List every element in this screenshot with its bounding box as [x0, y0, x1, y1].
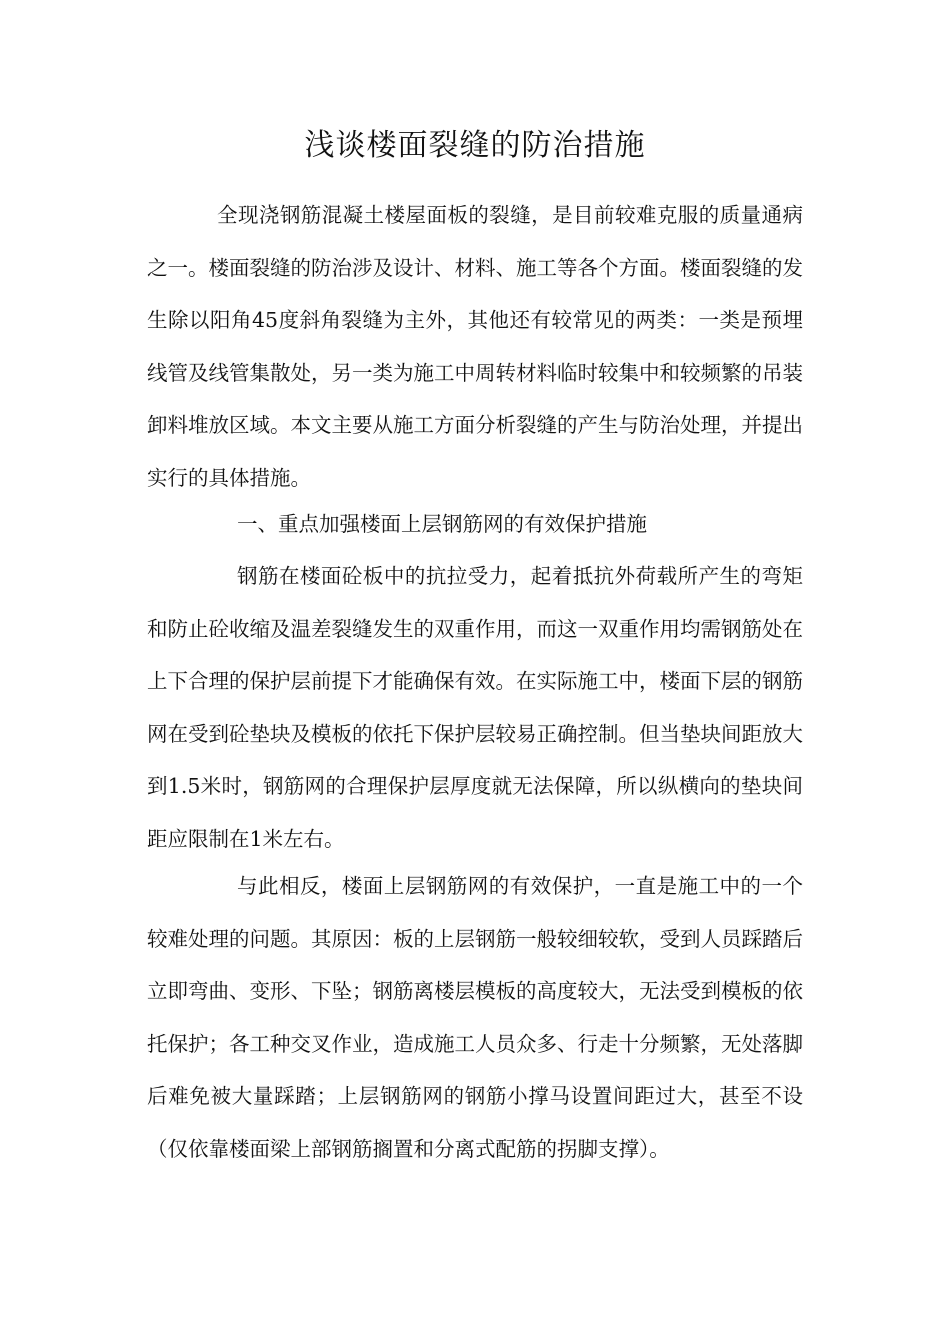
page-title: 浅谈楼面裂缝的防治措施	[304, 128, 646, 163]
paragraph-intro: 全现浇钢筋混凝土楼屋面板的裂缝，是目前较难克服的质量通病之一。楼面裂缝的防治涉及设计、材料、施工等各个方面。楼面裂缝的发生除以阳角45度斜角裂缝为主外，其他还有较常见的两类：一类是预埋线管及线管集散处，另一类为施工中周转材料临时较集中和较频繁的吊装卸料堆放区域。本文主要从施工方面分析裂缝的产生与防治处理，并提出实行的具体措施。	[147, 203, 803, 490]
paragraph-rebar-function: 钢筋在楼面砼板中的抗拉受力，起着抵抗外荷载所产生的弯矩和防止砼收缩及温差裂缝发生的双重作用，而这一双重作用均需钢筋处在上下合理的保护层前提下才能确保有效。在实际施工中，楼面下层的钢筋网在受到砼垫块及模板的依托下保护层较易正确控制。但当垫块间距放大到1.5米时，钢筋网的合理保护层厚度就无法保障，所以纵横向的垫块间距应限制在1米左右。	[147, 564, 803, 851]
section-heading: 一、重点加强楼面上层钢筋网的有效保护措施	[237, 512, 647, 536]
paragraph-upper-mesh-problem: 与此相反，楼面上层钢筋网的有效保护，一直是施工中的一个较难处理的问题。其原因：板的上层钢筋一般较细较软，受到人员踩踏后立即弯曲、变形、下坠；钢筋离楼层模板的高度较大，无法受到模板的依托保护；各工种交叉作业，造成施工人员众多、行走十分频繁，无处落脚后难免被大量踩踏；上层钢筋网的钢筋小撑马设置间距过大，甚至不设（仅依靠楼面梁上部钢筋搁置和分离式配筋的拐脚支撑）。	[147, 874, 803, 1161]
